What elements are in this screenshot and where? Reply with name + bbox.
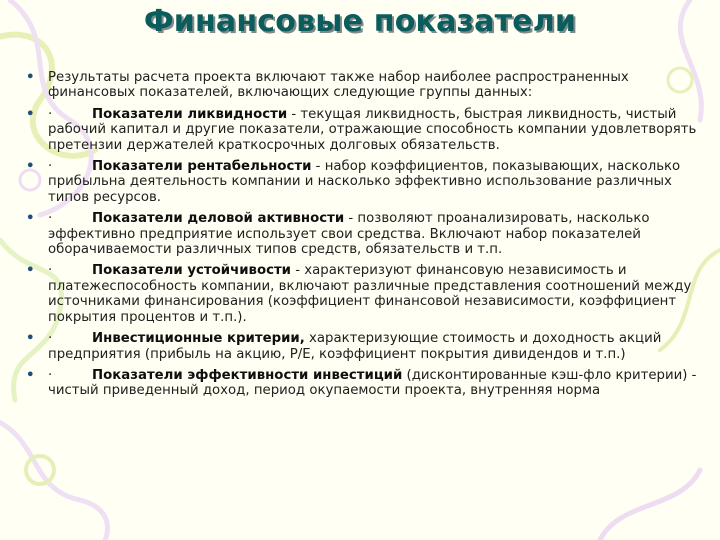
item-marker: · (48, 211, 53, 227)
item-term: Показатели деловой активности (92, 211, 345, 227)
item-term: Показатели устойчивости (92, 263, 291, 279)
list-item (26, 107, 700, 153)
slide-title: Финансовые показатели (143, 4, 577, 39)
bullet-icon: • (26, 159, 35, 175)
item-term: Показатели эффективности инвестиций (92, 367, 403, 383)
item-marker: · (48, 106, 53, 122)
item-marker: · (48, 331, 53, 347)
list-item (26, 159, 700, 205)
bullet-list (26, 70, 700, 405)
bullet-icon: • (26, 70, 35, 85)
item-marker: · (48, 367, 53, 383)
item-text: - характеризуют финансовую независимость и платежеспособность компании, включают различные представления соотношений между источниками финансирования (коэффициент финансовой независимости, коэффициент покрытия процентов и т.п.). (48, 263, 692, 325)
bullet-icon: • (26, 211, 35, 227)
item-text: - позволяют проанализировать, насколько эффективно предприятие использует свои средства. Включают набор показателей оборачиваемости различных типов средств, обязательств и т.п. (48, 211, 650, 258)
bullet-icon: • (26, 331, 35, 347)
bullet-icon: • (26, 263, 35, 279)
item-text: (дисконтированные кэш-фло критерии) - чистый приведенный доход, период окупаемости проекта, внутренняя норма (48, 367, 697, 399)
item-text: - текущая ликвидность, быстрая ликвидность, чистый рабочий капитал и другие показатели, отражающие способность компании удовлетворять претензии держателей краткосрочных долговых обязательств. (48, 106, 697, 153)
list-item (26, 263, 700, 325)
bullet-icon: • (26, 106, 35, 122)
list-item (26, 211, 700, 257)
list-item (26, 70, 700, 101)
list-item (26, 331, 700, 362)
item-text: - набор коэффициентов, показывающих, насколько прибыльна деятельность компании и насколько эффективно использование различных типов ресурсов. (48, 159, 681, 205)
item-marker: · (48, 263, 53, 279)
item-term: Показатели рентабельности (92, 159, 312, 175)
list-item (26, 368, 700, 399)
item-term: Инвестиционные критерии, (92, 331, 305, 347)
bullet-icon: • (26, 367, 35, 383)
intro-text: Результаты расчета проекта включают также набор наиболее распространенных финансовых показателей, включающих следующие группы данных: (48, 70, 629, 101)
item-marker: · (48, 159, 53, 175)
item-text: характеризующие стоимость и доходность акций предприятия (прибыль на акцию, P/E, коэффициент покрытия дивидендов и т.п.) (48, 331, 662, 362)
item-term: Показатели ликвидности (92, 106, 288, 122)
